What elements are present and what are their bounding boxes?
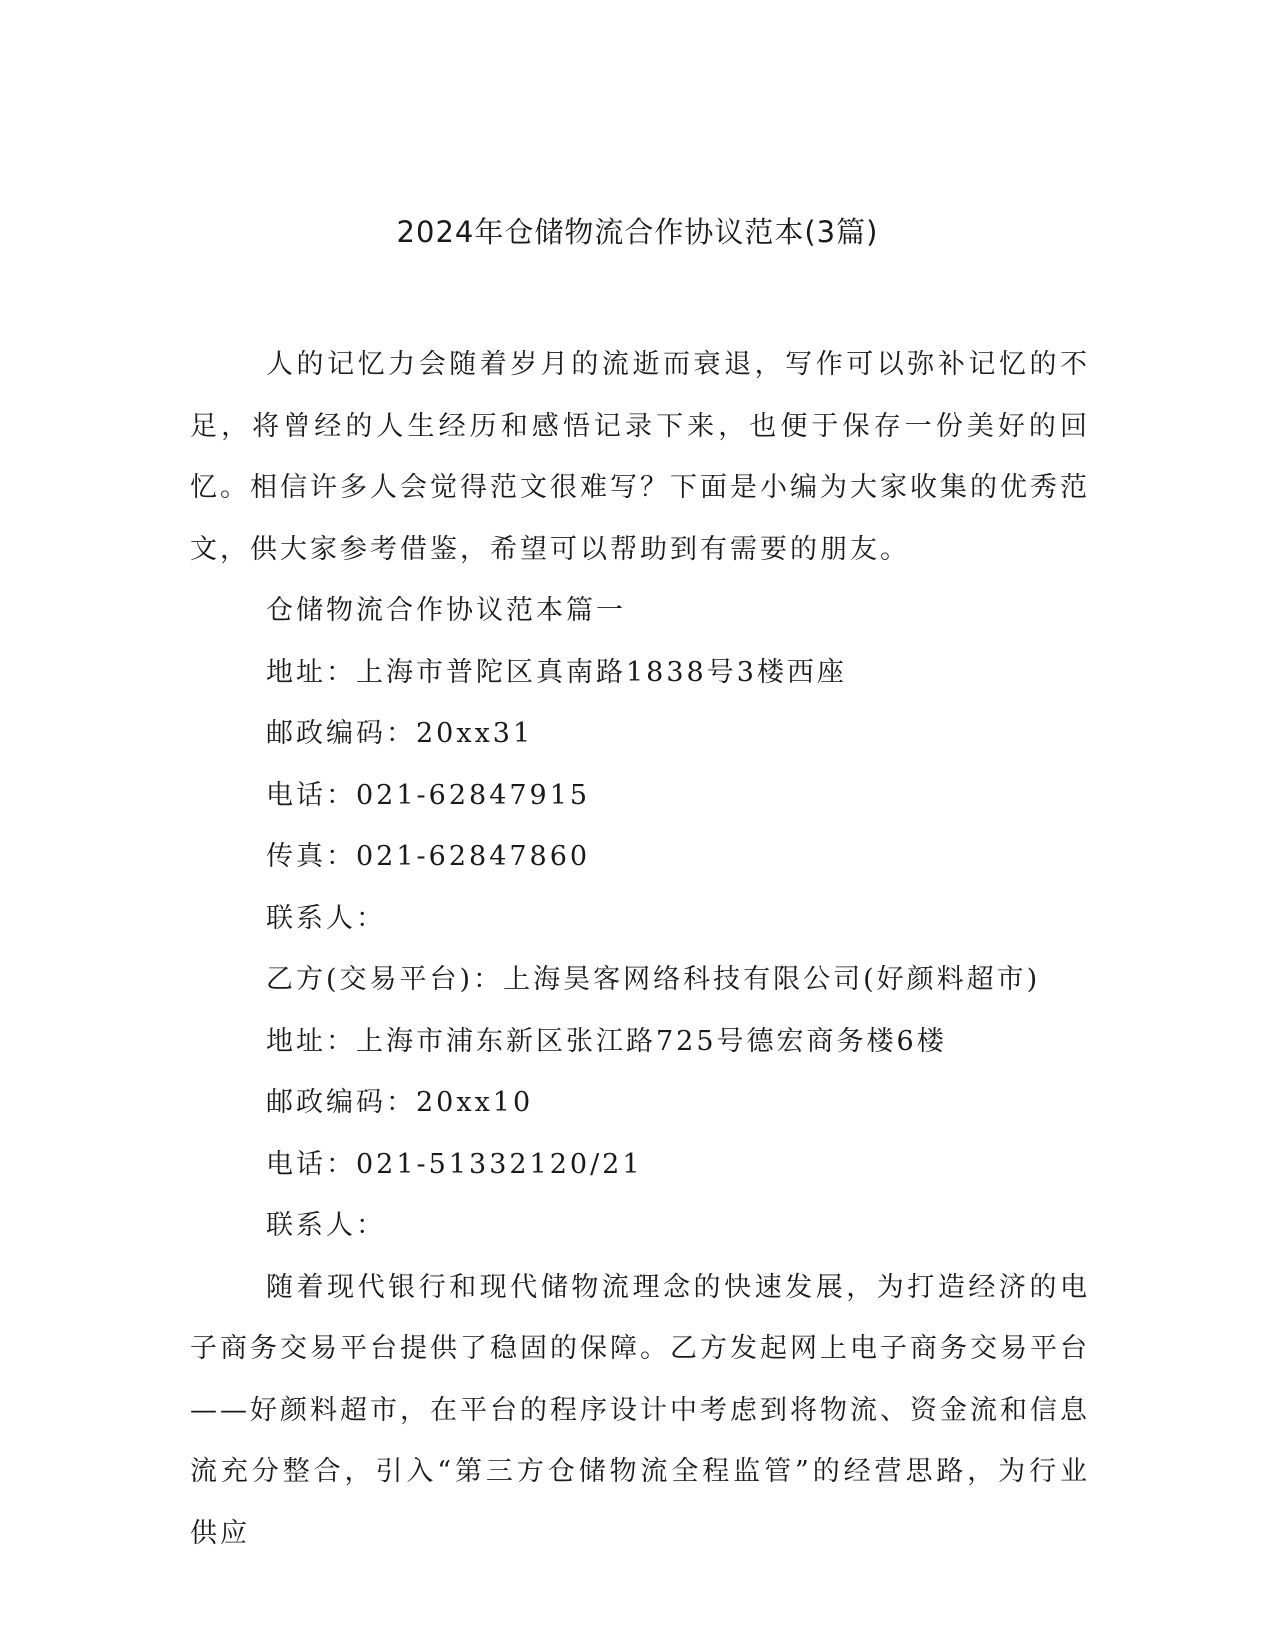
intro-paragraph: 人的记忆力会随着岁月的流逝而衰退，写作可以弥补记忆的不足，将曾经的人生经历和感悟记录下来，也便于保存一份美好的回忆。相信许多人会觉得范文很难写？下面是小编为大家收集的优秀范文，供大家参考借鉴，希望可以帮助到有需要的朋友。 [190,349,1090,565]
party-b-address: 地址：上海市浦东新区张江路725号德宏商务楼6楼 [266,1025,947,1057]
party-a-postcode: 邮政编码：20xx31 [266,718,534,749]
party-b-name: 乙方(交易平台)：上海昊客网络科技有限公司(好颜料超市) [266,964,1041,995]
closing-paragraph: 随着现代银行和现代储物流理念的快速发展，为打造经济的电子商务交易平台提供了稳固的保障。乙方发起网上电子商务交易平台——好颜料超市，在平台的程序设计中考虑到将物流、资金流和信息流充分整合，引入“第三方仓储物流全程监管”的经营思路，为行业供应 [190,1271,1090,1549]
party-a-contact: 联系人： [266,902,386,934]
party-a-address: 地址：上海市普陀区真南路1838号3楼西座 [266,656,847,688]
party-b-phone: 电话：021-51332120/21 [266,1148,643,1180]
party-b-postcode: 邮政编码：20xx10 [266,1087,534,1118]
document-body [190,334,1090,1564]
party-a-fax: 传真：021-62847860 [266,841,591,872]
document-title: 2024年仓储物流合作协议范本(3篇) [396,215,879,249]
section-heading: 仓储物流合作协议范本篇一 [266,595,626,626]
party-a-phone: 电话：021-62847915 [266,779,591,811]
party-b-contact: 联系人： [266,1210,386,1241]
